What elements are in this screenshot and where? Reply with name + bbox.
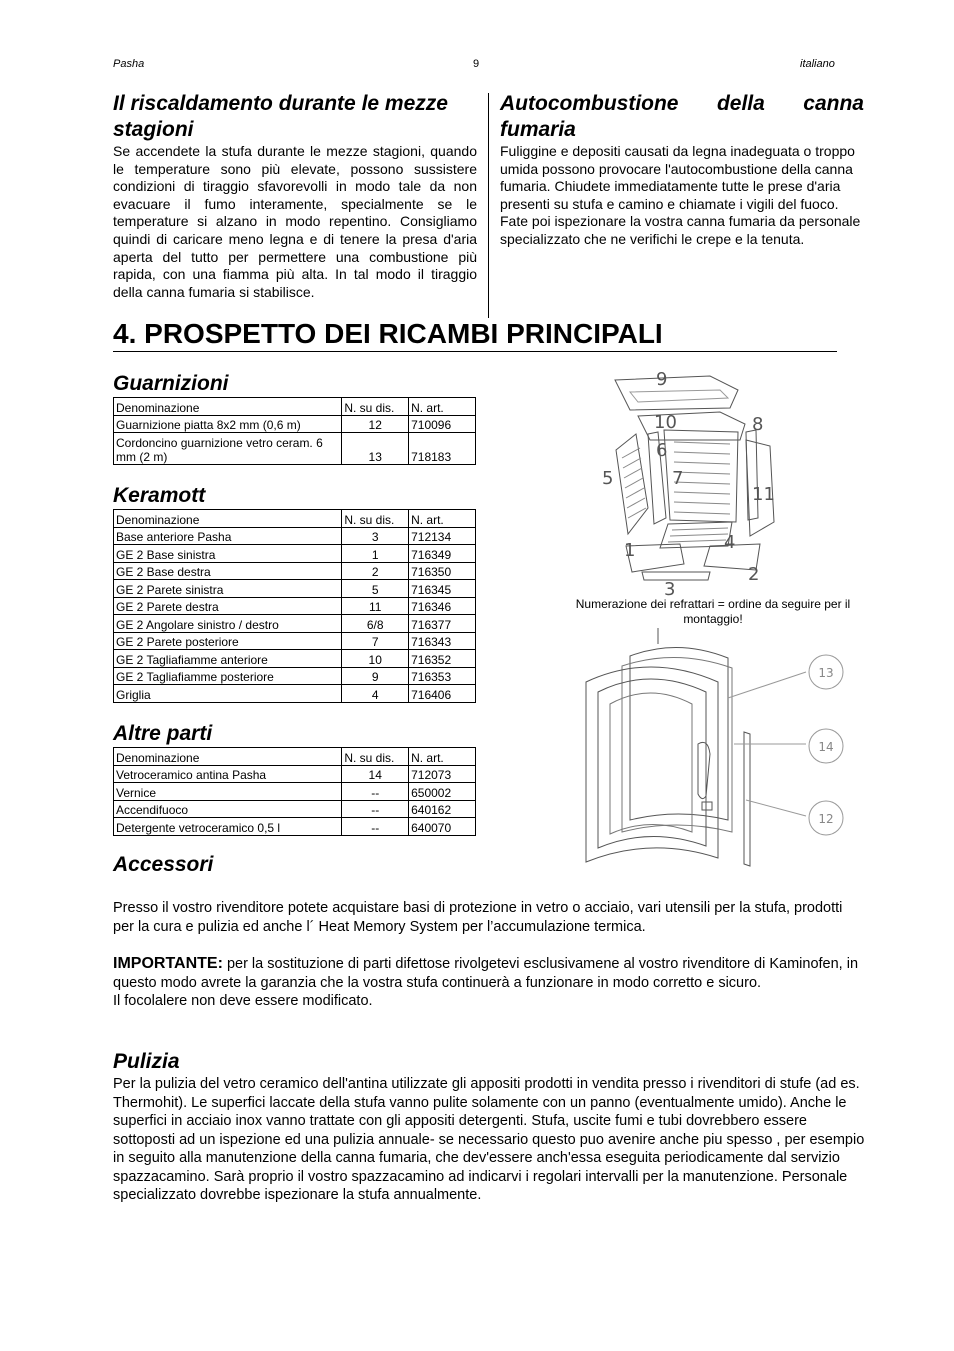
- table-row: [114, 562, 476, 580]
- col-header-name: Denominazione: [114, 748, 342, 766]
- cell-article: 640070: [409, 818, 476, 836]
- cell-article: 650002: [409, 783, 476, 801]
- cell-article: 716377: [409, 615, 476, 633]
- table-header-row: [114, 748, 476, 766]
- glass-panel: [630, 647, 728, 820]
- cell-drawing: --: [342, 818, 409, 836]
- cell-name: Griglia: [114, 685, 342, 703]
- label-3: 3: [664, 579, 676, 600]
- importante-body: per la sostituzione di parti difettose rivolgetevi esclusivamene al vostro rivenditore di Kaminofen, in questo modo avrete la garanzia che la vostra stufa continuerà a funzionare in modo corretto e sicuro.: [113, 956, 859, 991]
- cell-article: 640162: [409, 800, 476, 818]
- cell-article: 712073: [409, 765, 476, 783]
- table-row: [114, 415, 476, 433]
- label-10: 10: [654, 412, 677, 433]
- cell-article: 716406: [409, 685, 476, 703]
- col-header-name: Denominazione: [114, 510, 342, 528]
- cell-article: 716350: [409, 562, 476, 580]
- altre-parti-table: [113, 747, 476, 836]
- label-7: 7: [672, 468, 684, 489]
- table-row: [114, 818, 476, 836]
- table-header-row: [114, 398, 476, 416]
- table-row: [114, 527, 476, 545]
- pulizia-title: Pulizia: [113, 1050, 180, 1073]
- cell-name: Vernice: [114, 783, 342, 801]
- left-section-body: Se accendete la stufa durante le mezze stagioni, quando le temperature sono più elevate, possono sussistere condizioni di tiraggio sfavorevolli in modo tale da non evacuare il fumo interamente, specialmente se le temperature si alzano in modo repentino. Consigliamo quindi di caricare meno legna e di tenere la presa d'aria aperta del tutto per permettere una combustione più rapida, con una fiamma più alta. In tal modo il tiraggio della canna fumaria si stabilisce.: [113, 143, 477, 300]
- cell-drawing: 9: [342, 667, 409, 685]
- cell-drawing: 3: [342, 527, 409, 545]
- col-header-article: N. art.: [409, 398, 476, 416]
- cell-article: 716352: [409, 650, 476, 668]
- col-header-drawing: N. su dis.: [342, 398, 409, 416]
- chapter-title: PROSPETTO DEI RICAMBI PRINCIPALI: [144, 318, 663, 349]
- label-4: 4: [724, 532, 736, 553]
- door-exploded-diagram: [578, 626, 856, 874]
- label-5: 5: [602, 468, 614, 489]
- cell-drawing: --: [342, 783, 409, 801]
- door-handle: [698, 742, 710, 798]
- cell-name: Vetroceramico antina Pasha: [114, 765, 342, 783]
- accessori-body: Presso il vostro rivenditore potete acquistare basi di protezione in vetro o acciaio, vari utensili per la stufa, prodotti per la cura e pulizia ed anche l´ Heat Memory System per l’accumulazione termica.: [113, 900, 843, 935]
- label-1: 1: [624, 540, 636, 561]
- label-11: 11: [752, 484, 775, 505]
- cell-name: GE 2 Base sinistra: [114, 545, 342, 563]
- cell-drawing: 14: [342, 765, 409, 783]
- cell-article: 716343: [409, 632, 476, 650]
- label-2: 2: [748, 564, 760, 585]
- chapter-rule: [113, 351, 837, 352]
- pulizia-body: Per la pulizia del vetro ceramico dell'antina utilizzate gli appositi prodotti in vendita presso i rivenditori di stufe (ad es. Thermohit). Le superfici laccate della stufa vanno pulite solamente con un panno (eventualmente umido). Anche le superfici in acciaio inox vanno trattate con gli appositi detergenti. Stufa, uscite fumi e tubi dovrebbero essere sottoposti ad un ispezione ed una pulizia annuale- se necessario questo puo avenire anche piu spesso , per esempio in seguito alla manutenzione della canna fumaria, che dev'essere anch'essa eseguita periodicamente dal servizio spazzacamino. Sarà proprio il vostro spazzacamino ad indicarvi i regolari intervalli per la manutenzione. Personale specializzato dovrebbe ispezionare la stufa annualmente.: [113, 1076, 865, 1203]
- col-header-name: Denominazione: [114, 398, 342, 416]
- cell-name: GE 2 Tagliafiamme anteriore: [114, 650, 342, 668]
- table-row: [114, 765, 476, 783]
- cell-drawing: 5: [342, 580, 409, 598]
- col-header-article: N. art.: [409, 748, 476, 766]
- cell-drawing: 7: [342, 632, 409, 650]
- cell-name: GE 2 Tagliafiamme posteriore: [114, 667, 342, 685]
- table-header-row: [114, 510, 476, 528]
- guarnizioni-table: [113, 397, 476, 465]
- cell-name: GE 2 Angolare sinistro / destro: [114, 615, 342, 633]
- cell-name: Guarnizione piatta 8x2 mm (0,6 m): [114, 415, 342, 433]
- header-language: italiano: [800, 58, 835, 70]
- cell-drawing: 6/8: [342, 615, 409, 633]
- label-9: 9: [656, 369, 668, 390]
- col-header-drawing: N. su dis.: [342, 748, 409, 766]
- table-row: [114, 685, 476, 703]
- cell-name: GE 2 Base destra: [114, 562, 342, 580]
- cell-article: 718183: [409, 433, 476, 465]
- cell-drawing: 12: [342, 415, 409, 433]
- right-section-title: Autocombustione della canna fumaria: [500, 92, 864, 141]
- table-row: [114, 783, 476, 801]
- guarnizioni-title: Guarnizioni: [113, 372, 229, 395]
- cell-name: Cordoncino guarnizione vetro ceram. 6 mm (2 m): [114, 433, 342, 465]
- cell-article: 716346: [409, 597, 476, 615]
- refractory-exploded-diagram: [560, 368, 870, 600]
- refractory-part-9: [615, 376, 738, 410]
- cell-name: GE 2 Parete posteriore: [114, 632, 342, 650]
- right-section-body: Fuliggine e depositi causati da legna inadeguata o troppo umida possono provocare l'autocombustione della canna fumaria. Chiudete immediatamente tutte le prese d'aria presenti su stufa e camino e chiamate i vigili del fuoco. Fate poi ispezionare la vostra canna fumaria da personale specializzato che ne verifichi le crepe e la tenuta.: [500, 143, 861, 247]
- cell-drawing: 4: [342, 685, 409, 703]
- label-8: 8: [752, 414, 764, 435]
- left-column: [113, 91, 477, 301]
- page-number: 9: [473, 58, 480, 70]
- chapter-number: 4.: [113, 318, 137, 349]
- refractory-slots: [622, 442, 730, 542]
- callout-label-14: 14: [818, 740, 834, 754]
- importante-label: IMPORTANTE:: [113, 955, 223, 972]
- table-row: [114, 650, 476, 668]
- importante-block: [113, 955, 865, 1011]
- refractory-part-3: [642, 572, 710, 580]
- table-row: [114, 433, 476, 465]
- keramott-title: Keramott: [113, 484, 206, 507]
- table-row: [114, 597, 476, 615]
- chapter-heading: [113, 317, 663, 351]
- cell-drawing: 11: [342, 597, 409, 615]
- cell-article: 716353: [409, 667, 476, 685]
- cell-name: GE 2 Parete destra: [114, 597, 342, 615]
- callout-label-13: 13: [818, 666, 834, 680]
- column-divider: [488, 93, 489, 318]
- right-column: [500, 91, 864, 249]
- header-doc-name: Pasha: [113, 58, 145, 70]
- table-row: [114, 615, 476, 633]
- keramott-table: [113, 509, 476, 703]
- label-6: 6: [656, 440, 668, 461]
- table-row: [114, 632, 476, 650]
- diagram-caption: Numerazione dei refrattari = ordine da seguire per il montaggio!: [575, 597, 851, 626]
- col-header-drawing: N. su dis.: [342, 510, 409, 528]
- left-section-title: Il riscaldamento durante le mezze stagioni: [113, 92, 448, 141]
- table-row: [114, 580, 476, 598]
- cell-drawing: --: [342, 800, 409, 818]
- cell-article: 716349: [409, 545, 476, 563]
- table-row: [114, 667, 476, 685]
- importante-note: Il focolalere non deve essere modificato.: [113, 993, 373, 1009]
- cell-drawing: 2: [342, 562, 409, 580]
- cell-article: 716345: [409, 580, 476, 598]
- cell-name: Base anteriore Pasha: [114, 527, 342, 545]
- cell-drawing: 10: [342, 650, 409, 668]
- cell-drawing: 13: [342, 433, 409, 465]
- cell-name: GE 2 Parete sinistra: [114, 580, 342, 598]
- altre-parti-title: Altre parti: [113, 722, 213, 745]
- table-row: [114, 800, 476, 818]
- cell-article: 712134: [409, 527, 476, 545]
- cell-name: Accendifuoco: [114, 800, 342, 818]
- table-row: [114, 545, 476, 563]
- accessori-title: Accessori: [113, 853, 214, 876]
- cell-name: Detergente vetroceramico 0,5 l: [114, 818, 342, 836]
- cell-article: 710096: [409, 415, 476, 433]
- col-header-article: N. art.: [409, 510, 476, 528]
- cell-drawing: 1: [342, 545, 409, 563]
- callout-label-12: 12: [818, 812, 834, 826]
